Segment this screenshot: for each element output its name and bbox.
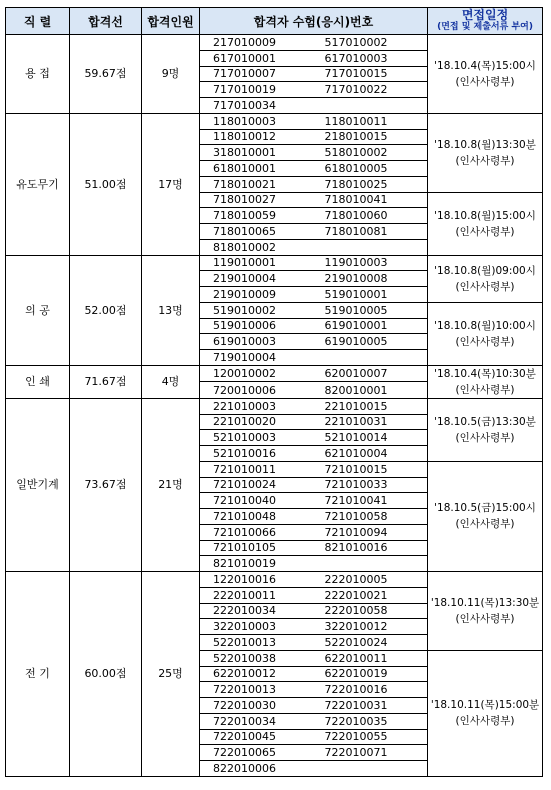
schedule-date: '18.10.5(금)13:30분 <box>434 415 536 428</box>
exam-number-cell: 721010105 <box>200 540 312 556</box>
table-row <box>6 255 543 271</box>
exam-number-cell: 618010005 <box>312 161 428 177</box>
exam-number-cell: 522010038 <box>200 650 312 666</box>
exam-number-cell: 119010001 <box>200 255 312 271</box>
exam-number-cell: 519010002 <box>200 302 312 318</box>
exam-number-cell <box>312 556 428 572</box>
schedule-date: '18.10.8(월)15:00시 <box>434 209 536 222</box>
exam-number-cell: 721010015 <box>312 461 428 477</box>
exam-number-cell: 720010006 <box>200 382 312 399</box>
job-cell: 의 공 <box>6 255 70 365</box>
schedule-cell <box>428 650 543 776</box>
count-cell: 25명 <box>142 572 200 777</box>
exam-number-cell: 717010019 <box>200 82 312 98</box>
exam-number-cell: 718010065 <box>200 224 312 240</box>
exam-number-cell: 118010003 <box>200 113 312 129</box>
exam-number-cell: 521010014 <box>312 430 428 446</box>
exam-number-cell: 721010058 <box>312 509 428 525</box>
exam-number-cell: 519010006 <box>200 318 312 334</box>
exam-number-cell: 619010001 <box>312 318 428 334</box>
exam-number-cell: 721010066 <box>200 524 312 540</box>
exam-number-cell: 619010003 <box>200 334 312 350</box>
exam-number-cell: 718010021 <box>200 176 312 192</box>
header-schedule <box>428 8 543 35</box>
exam-number-cell: 722010045 <box>200 729 312 745</box>
exam-number-cell: 820010001 <box>312 382 428 399</box>
exam-number-cell: 222010058 <box>312 603 428 619</box>
cutoff-cell: 59.67점 <box>70 35 142 114</box>
schedule-place: (인사사령부) <box>455 280 515 293</box>
exam-number-cell: 721010024 <box>200 477 312 493</box>
count-cell: 4명 <box>142 365 200 398</box>
exam-number-cell: 718010041 <box>312 192 428 208</box>
cutoff-cell: 51.00점 <box>70 113 142 255</box>
exam-number-cell: 118010012 <box>200 129 312 145</box>
exam-number-cell: 522010024 <box>312 635 428 651</box>
exam-number-cell: 521010003 <box>200 430 312 446</box>
schedule-place: (인사사령부) <box>455 335 515 348</box>
header-schedule-title: 면접일정 <box>461 8 509 22</box>
schedule-place: (인사사령부) <box>455 715 515 728</box>
exam-number-cell: 718010025 <box>312 176 428 192</box>
exam-number-cell: 722010065 <box>200 745 312 761</box>
exam-number-cell: 717010034 <box>200 98 312 114</box>
results-body <box>6 35 543 777</box>
exam-number-cell: 617010001 <box>200 50 312 66</box>
exam-number-cell: 721010033 <box>312 477 428 493</box>
table-row <box>6 35 543 51</box>
schedule-cell <box>428 35 543 114</box>
exam-number-cell: 717010022 <box>312 82 428 98</box>
job-cell: 일반기계 <box>6 398 70 571</box>
count-cell: 17명 <box>142 113 200 255</box>
schedule-cell <box>428 113 543 192</box>
exam-number-cell: 717010015 <box>312 66 428 82</box>
schedule-date: '18.10.8(월)09:00시 <box>434 264 536 277</box>
exam-number-cell: 722010013 <box>200 682 312 698</box>
schedule-cell <box>428 572 543 651</box>
schedule-place: (인사사령부) <box>455 518 515 531</box>
exam-number-cell: 622010011 <box>312 650 428 666</box>
count-cell: 21명 <box>142 398 200 571</box>
exam-number-cell: 221010020 <box>200 414 312 430</box>
exam-number-cell: 222010011 <box>200 587 312 603</box>
header-row <box>6 8 543 35</box>
exam-number-cell: 517010002 <box>312 35 428 51</box>
table-row <box>6 365 543 382</box>
exam-number-cell: 718010059 <box>200 208 312 224</box>
exam-number-cell: 221010003 <box>200 398 312 414</box>
exam-number-cell: 818010002 <box>200 239 312 255</box>
exam-number-cell: 221010031 <box>312 414 428 430</box>
schedule-place: (인사사령부) <box>455 225 515 238</box>
schedule-cell <box>428 365 543 398</box>
exam-number-cell: 618010001 <box>200 161 312 177</box>
schedule-date: '18.10.8(월)10:00시 <box>434 319 536 332</box>
exam-number-cell: 522010013 <box>200 635 312 651</box>
schedule-date: '18.10.11(목)13:30분 <box>430 596 540 609</box>
exam-number-cell <box>312 98 428 114</box>
job-cell: 유도무기 <box>6 113 70 255</box>
exam-number-cell: 821010016 <box>312 540 428 556</box>
count-cell: 13명 <box>142 255 200 365</box>
schedule-place: (인사사령부) <box>455 154 515 167</box>
exam-number-cell: 717010007 <box>200 66 312 82</box>
schedule-cell <box>428 192 543 255</box>
exam-number-cell: 322010003 <box>200 619 312 635</box>
header-numbers: 합격자 수험(응시)번호 <box>200 8 428 35</box>
exam-number-cell: 622010019 <box>312 666 428 682</box>
exam-number-cell: 722010031 <box>312 698 428 714</box>
exam-number-cell: 219010004 <box>200 271 312 287</box>
job-cell: 용 접 <box>6 35 70 114</box>
exam-number-cell <box>312 350 428 366</box>
exam-number-cell: 721010094 <box>312 524 428 540</box>
schedule-cell <box>428 398 543 461</box>
exam-number-cell: 221010015 <box>312 398 428 414</box>
exam-number-cell: 619010005 <box>312 334 428 350</box>
exam-number-cell: 120010002 <box>200 365 312 382</box>
exam-number-cell: 222010005 <box>312 572 428 588</box>
exam-number-cell: 721010041 <box>312 493 428 509</box>
exam-number-cell: 718010027 <box>200 192 312 208</box>
exam-number-cell: 821010019 <box>200 556 312 572</box>
exam-number-cell: 721010040 <box>200 493 312 509</box>
exam-number-cell: 617010003 <box>312 50 428 66</box>
schedule-cell <box>428 302 543 365</box>
exam-number-cell: 118010011 <box>312 113 428 129</box>
cutoff-cell: 60.00점 <box>70 572 142 777</box>
exam-number-cell: 722010016 <box>312 682 428 698</box>
schedule-cell <box>428 461 543 571</box>
exam-number-cell: 119010003 <box>312 255 428 271</box>
exam-number-cell: 218010015 <box>312 129 428 145</box>
schedule-date: '18.10.5(금)15:00시 <box>434 502 536 515</box>
schedule-place: (인사사령부) <box>455 75 515 88</box>
exam-number-cell: 721010048 <box>200 509 312 525</box>
exam-number-cell: 620010007 <box>312 365 428 382</box>
cutoff-cell: 52.00점 <box>70 255 142 365</box>
exam-number-cell: 219010009 <box>200 287 312 303</box>
exam-number-cell: 622010012 <box>200 666 312 682</box>
header-job: 직 렬 <box>6 8 70 35</box>
exam-number-cell: 719010004 <box>200 350 312 366</box>
exam-number-cell: 518010002 <box>312 145 428 161</box>
schedule-place: (인사사령부) <box>455 431 515 444</box>
exam-number-cell: 722010071 <box>312 745 428 761</box>
exam-number-cell: 219010008 <box>312 271 428 287</box>
job-cell: 전 기 <box>6 572 70 777</box>
exam-number-cell: 222010021 <box>312 587 428 603</box>
cutoff-cell: 73.67점 <box>70 398 142 571</box>
exam-number-cell: 521010016 <box>200 446 312 462</box>
schedule-date: '18.10.4(목)10:30분 <box>434 367 536 380</box>
exam-number-cell: 519010001 <box>312 287 428 303</box>
job-cell: 인 쇄 <box>6 365 70 398</box>
cutoff-cell: 71.67점 <box>70 365 142 398</box>
header-schedule-sub: (면접 및 제출서류 부여) <box>437 22 533 32</box>
exam-number-cell: 722010055 <box>312 729 428 745</box>
exam-number-cell: 721010011 <box>200 461 312 477</box>
exam-number-cell: 222010034 <box>200 603 312 619</box>
results-table <box>5 7 543 777</box>
schedule-cell <box>428 255 543 302</box>
exam-number-cell: 621010004 <box>312 446 428 462</box>
exam-number-cell: 519010005 <box>312 302 428 318</box>
table-row <box>6 572 543 588</box>
exam-number-cell <box>312 761 428 777</box>
table-row <box>6 398 543 414</box>
schedule-date: '18.10.4(목)15:00시 <box>434 59 536 72</box>
exam-number-cell: 722010030 <box>200 698 312 714</box>
schedule-date: '18.10.8(월)13:30분 <box>434 138 536 151</box>
schedule-place: (인사사령부) <box>455 612 515 625</box>
schedule-place: (인사사령부) <box>455 383 515 396</box>
exam-number-cell: 322010012 <box>312 619 428 635</box>
exam-number-cell <box>312 239 428 255</box>
header-cutoff: 합격선 <box>70 8 142 35</box>
exam-number-cell: 318010001 <box>200 145 312 161</box>
schedule-date: '18.10.11(목)15:00분 <box>430 699 540 712</box>
exam-number-cell: 122010016 <box>200 572 312 588</box>
exam-number-cell: 217010009 <box>200 35 312 51</box>
exam-number-cell: 718010081 <box>312 224 428 240</box>
exam-number-cell: 822010006 <box>200 761 312 777</box>
exam-number-cell: 722010035 <box>312 713 428 729</box>
header-count: 합격인원 <box>142 8 200 35</box>
exam-number-cell: 718010060 <box>312 208 428 224</box>
exam-number-cell: 722010034 <box>200 713 312 729</box>
count-cell: 9명 <box>142 35 200 114</box>
table-row <box>6 113 543 129</box>
